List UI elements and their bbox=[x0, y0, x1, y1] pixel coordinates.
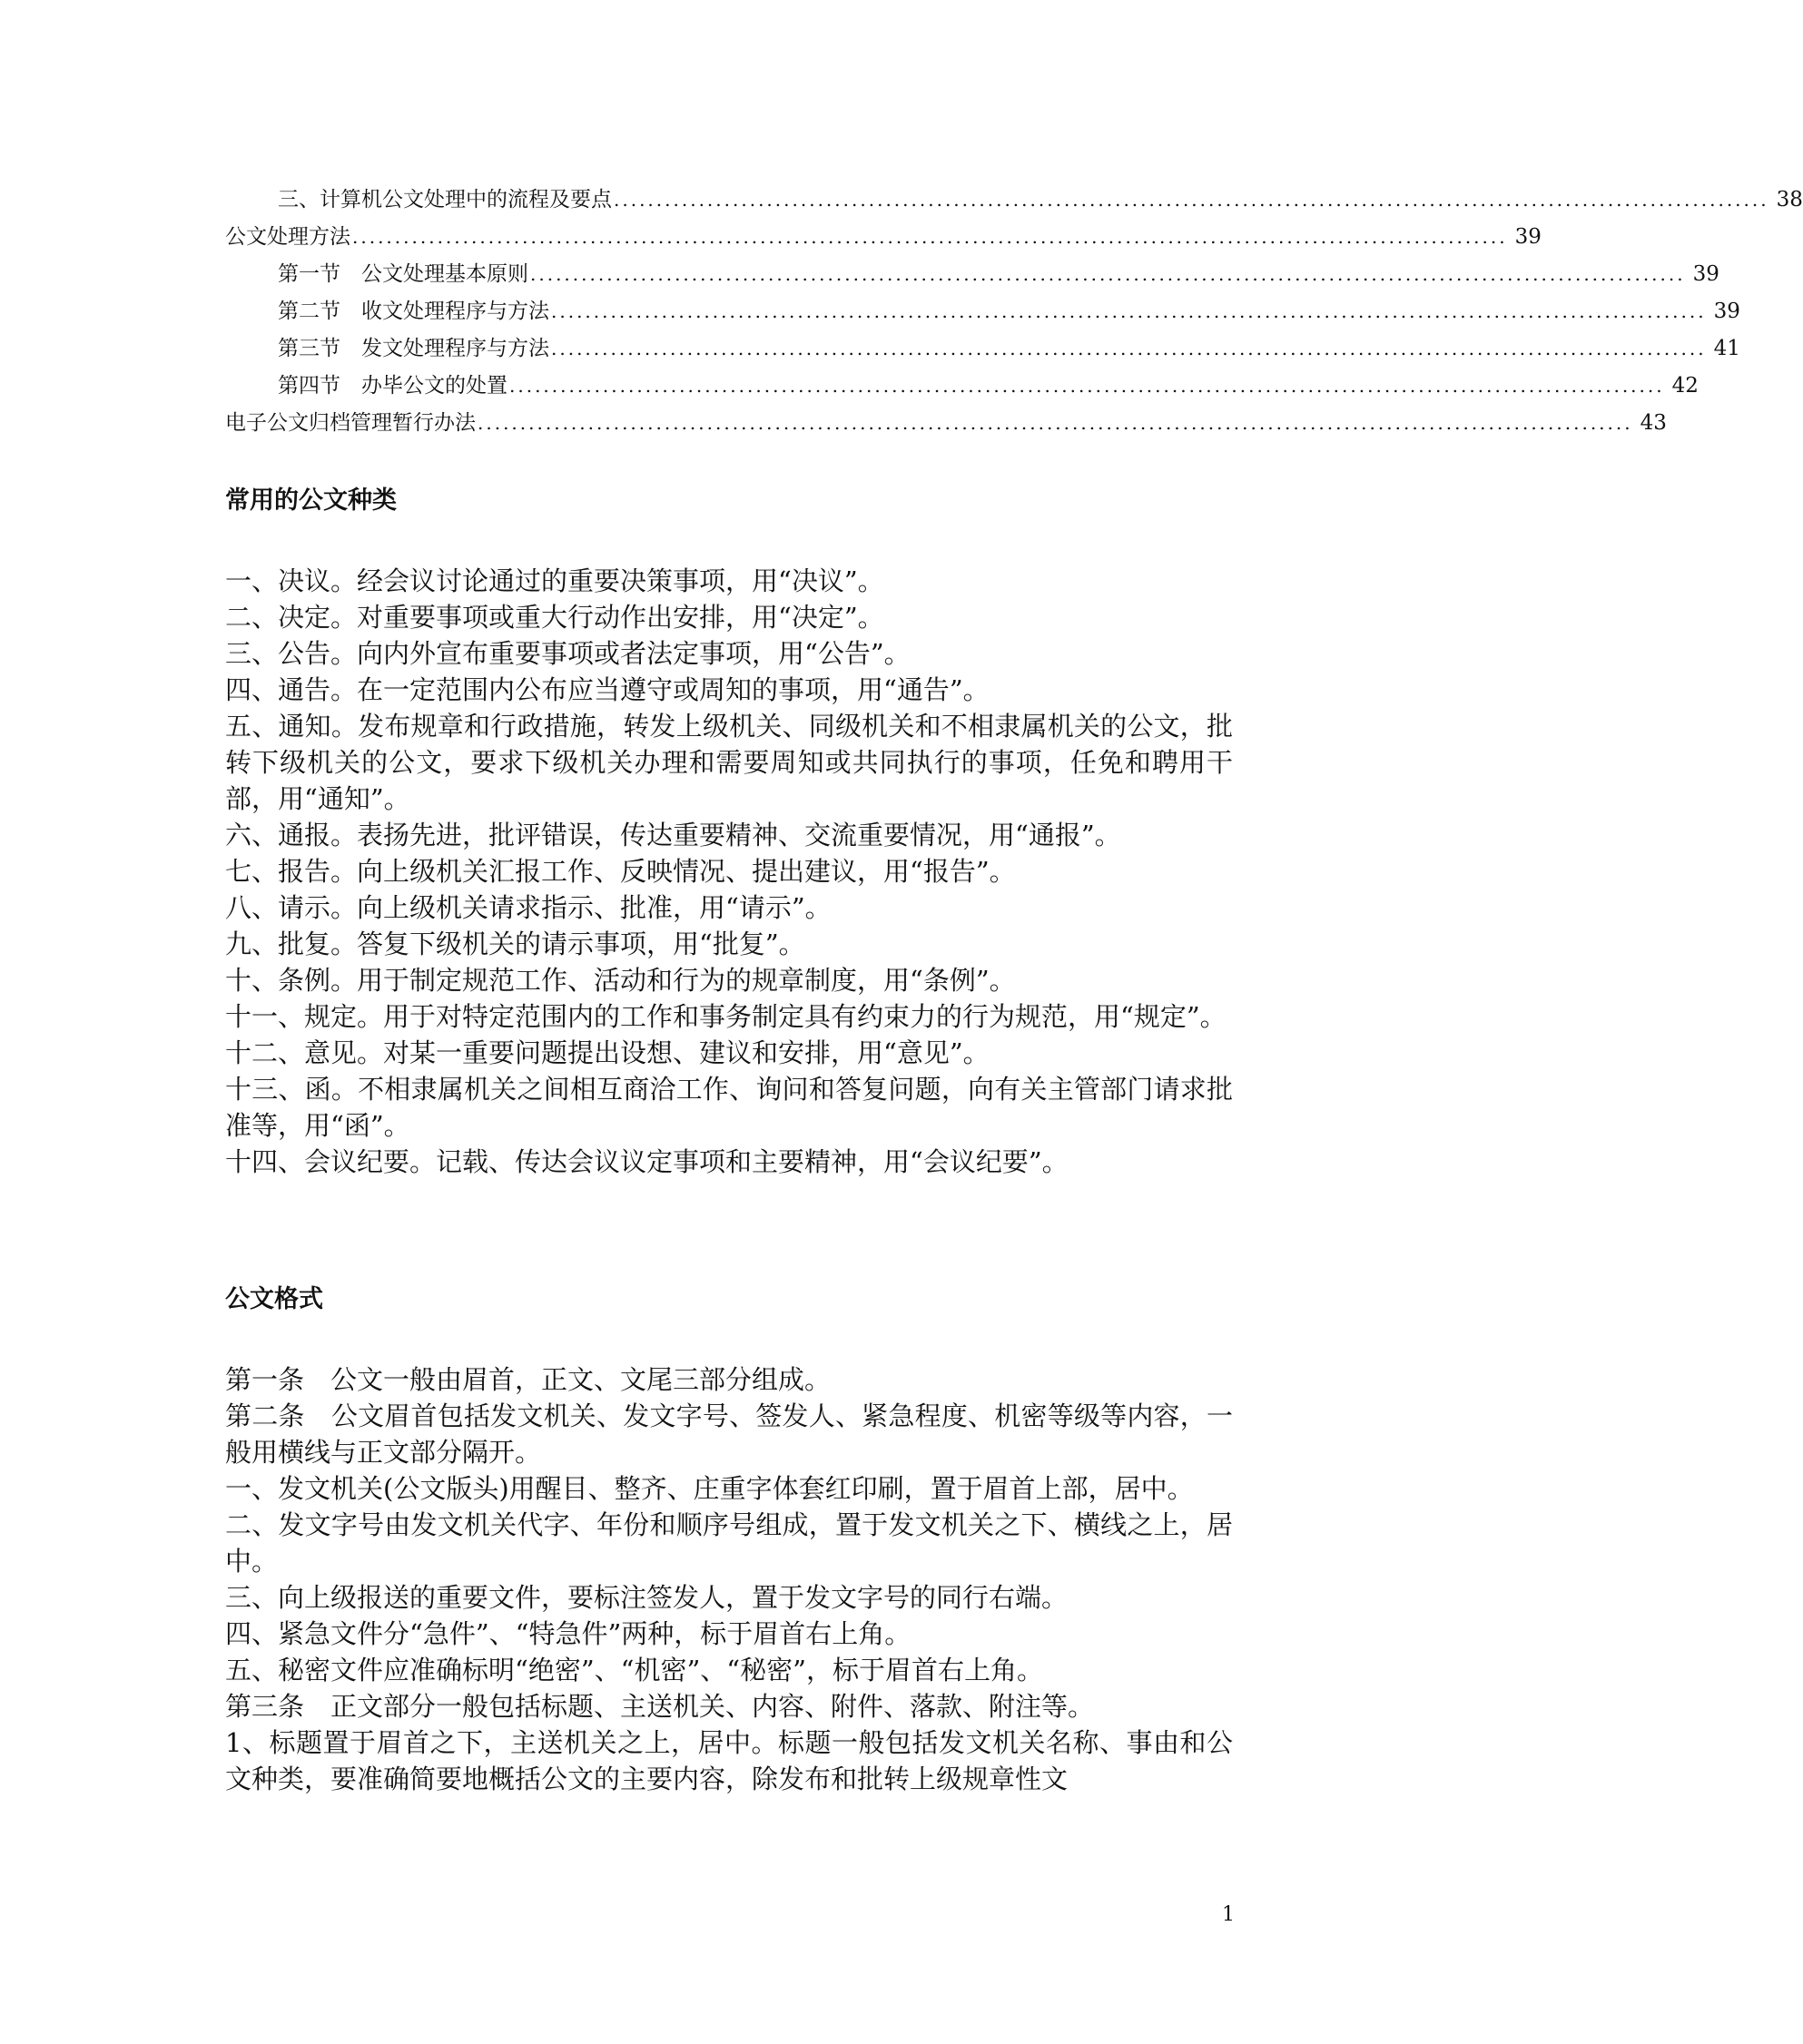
section-heading-document-format: 公文格式 bbox=[225, 1285, 323, 1313]
toc-entry-page: 39 bbox=[1713, 300, 1740, 323]
paragraph: 三、向上级报送的重要文件，要标注签发人，置于发文字号的同行右端。 bbox=[225, 1582, 1069, 1613]
paragraph: 十一、规定。用于对特定范围内的工作和事务制定具有约束力的行为规范，用“规定”。 bbox=[225, 1001, 1227, 1032]
paragraph: 五、秘密文件应准确标明“绝密”、“机密”、“秘密”，标于眉首右上角。 bbox=[225, 1655, 1043, 1685]
toc-entry-title: 第二节 收文处理程序与方法 bbox=[278, 300, 549, 323]
toc-entry[interactable] bbox=[225, 330, 1740, 368]
paragraph: 六、通报。表扬先进，批评错误，传达重要精神、交流重要情况，用“通报”。 bbox=[225, 820, 1121, 850]
toc-entry-title: 第四节 办毕公文的处置 bbox=[278, 374, 507, 398]
paragraph: 一、发文机关(公文版头)用醒目、整齐、庄重字体套红印刷，置于眉首上部，居中。 bbox=[225, 1473, 1194, 1504]
paragraph: 二、决定。对重要事项或重大行动作出安排，用“决定”。 bbox=[225, 602, 884, 633]
toc-entry[interactable] bbox=[225, 405, 1667, 442]
toc-dot-leader: ........................................................................................................................................ bbox=[551, 338, 1707, 359]
toc-dot-leader: ........................................................................................................................................ bbox=[530, 263, 1686, 285]
toc-entry-title: 三、计算机公文处理中的流程及要点 bbox=[278, 188, 612, 211]
paragraph: 四、通告。在一定范围内公布应当遵守或周知的事项，用“通告”。 bbox=[225, 674, 990, 705]
toc-entry-page: 39 bbox=[1514, 225, 1542, 249]
paragraph: 十四、会议纪要。记载、传达会议议定事项和主要精神，用“会议纪要”。 bbox=[225, 1146, 1069, 1177]
paragraph: 四、紧急文件分“急件”、“特急件”两种，标于眉首右上角。 bbox=[225, 1618, 911, 1649]
toc-entry-page: 43 bbox=[1640, 411, 1667, 435]
toc-entry[interactable] bbox=[225, 256, 1719, 293]
toc-entry-page: 38 bbox=[1776, 188, 1803, 211]
paragraph: 七、报告。向上级机关汇报工作、反映情况、提出建议，用“报告”。 bbox=[225, 856, 1016, 887]
page-number: 1 bbox=[1222, 1903, 1235, 1926]
paragraph: 八、请示。向上级机关请求指示、批准，用“请示”。 bbox=[225, 892, 832, 923]
toc-entry[interactable] bbox=[225, 182, 1803, 219]
document-types-list bbox=[225, 563, 1233, 1180]
paragraph: 第三条 正文部分一般包括标题、主送机关、内容、附件、落款、附注等。 bbox=[225, 1691, 1095, 1722]
paragraph: 一、决议。经会议讨论通过的重要决策事项，用“决议”。 bbox=[225, 565, 884, 596]
toc-entry-title: 公文处理方法 bbox=[225, 225, 350, 249]
toc-dot-leader: ........................................................................................................................................ bbox=[614, 189, 1769, 211]
toc-entry-title: 电子公文归档管理暂行办法 bbox=[225, 411, 476, 435]
document-format-list bbox=[225, 1361, 1233, 1797]
paragraph: 十三、函。不相隶属机关之间相互商洽工作、询问和答复问题，向有关主管部门请求批准等，用“函”。 bbox=[225, 1074, 1233, 1141]
paragraph: 十二、意见。对某一重要问题提出设想、建议和安排，用“意见”。 bbox=[225, 1037, 990, 1068]
toc-dot-leader: ........................................................................................................................................ bbox=[551, 300, 1707, 322]
toc-entry-page: 41 bbox=[1713, 337, 1740, 360]
section-heading-document-types: 常用的公文种类 bbox=[225, 486, 397, 515]
toc-entry-page: 42 bbox=[1671, 374, 1699, 398]
toc-dot-leader: ........................................................................................................................................ bbox=[509, 375, 1665, 397]
table-of-contents bbox=[225, 182, 1803, 442]
paragraph: 五、通知。发布规章和行政措施，转发上级机关、同级机关和不相隶属机关的公文，批转下级机关的公文，要求下级机关办理和需要周知或共同执行的事项，任免和聘用干部，用“通知”。 bbox=[225, 711, 1233, 814]
toc-dot-leader: ........................................................................................................................................ bbox=[352, 226, 1508, 248]
toc-entry[interactable] bbox=[225, 293, 1740, 330]
toc-entry-title: 第三节 发文处理程序与方法 bbox=[278, 337, 549, 360]
toc-entry-page: 39 bbox=[1692, 262, 1719, 286]
paragraph: 二、发文字号由发文机关代字、年份和顺序号组成，置于发文机关之下、横线之上，居中。 bbox=[225, 1509, 1233, 1577]
paragraph: 第二条 公文眉首包括发文机关、发文字号、签发人、紧急程度、机密等级等内容，一般用横线与正文部分隔开。 bbox=[225, 1400, 1233, 1468]
paragraph: 九、批复。答复下级机关的请示事项，用“批复”。 bbox=[225, 929, 805, 959]
toc-dot-leader: ........................................................................................................................................ bbox=[478, 412, 1633, 434]
paragraph: 三、公告。向内外宣布重要事项或者法定事项，用“公告”。 bbox=[225, 638, 911, 669]
paragraph: 第一条 公文一般由眉首，正文、文尾三部分组成。 bbox=[225, 1364, 832, 1395]
toc-entry-title: 第一节 公文处理基本原则 bbox=[278, 262, 528, 286]
toc-entry[interactable] bbox=[225, 219, 1542, 256]
paragraph: 十、条例。用于制定规范工作、活动和行为的规章制度，用“条例”。 bbox=[225, 965, 1016, 996]
paragraph: 1、标题置于眉首之下，主送机关之上，居中。标题一般包括发文机关名称、事由和公文种类，要准确简要地概括公文的主要内容，除发布和批转上级规章性文 bbox=[225, 1727, 1233, 1794]
toc-entry[interactable] bbox=[225, 368, 1699, 405]
